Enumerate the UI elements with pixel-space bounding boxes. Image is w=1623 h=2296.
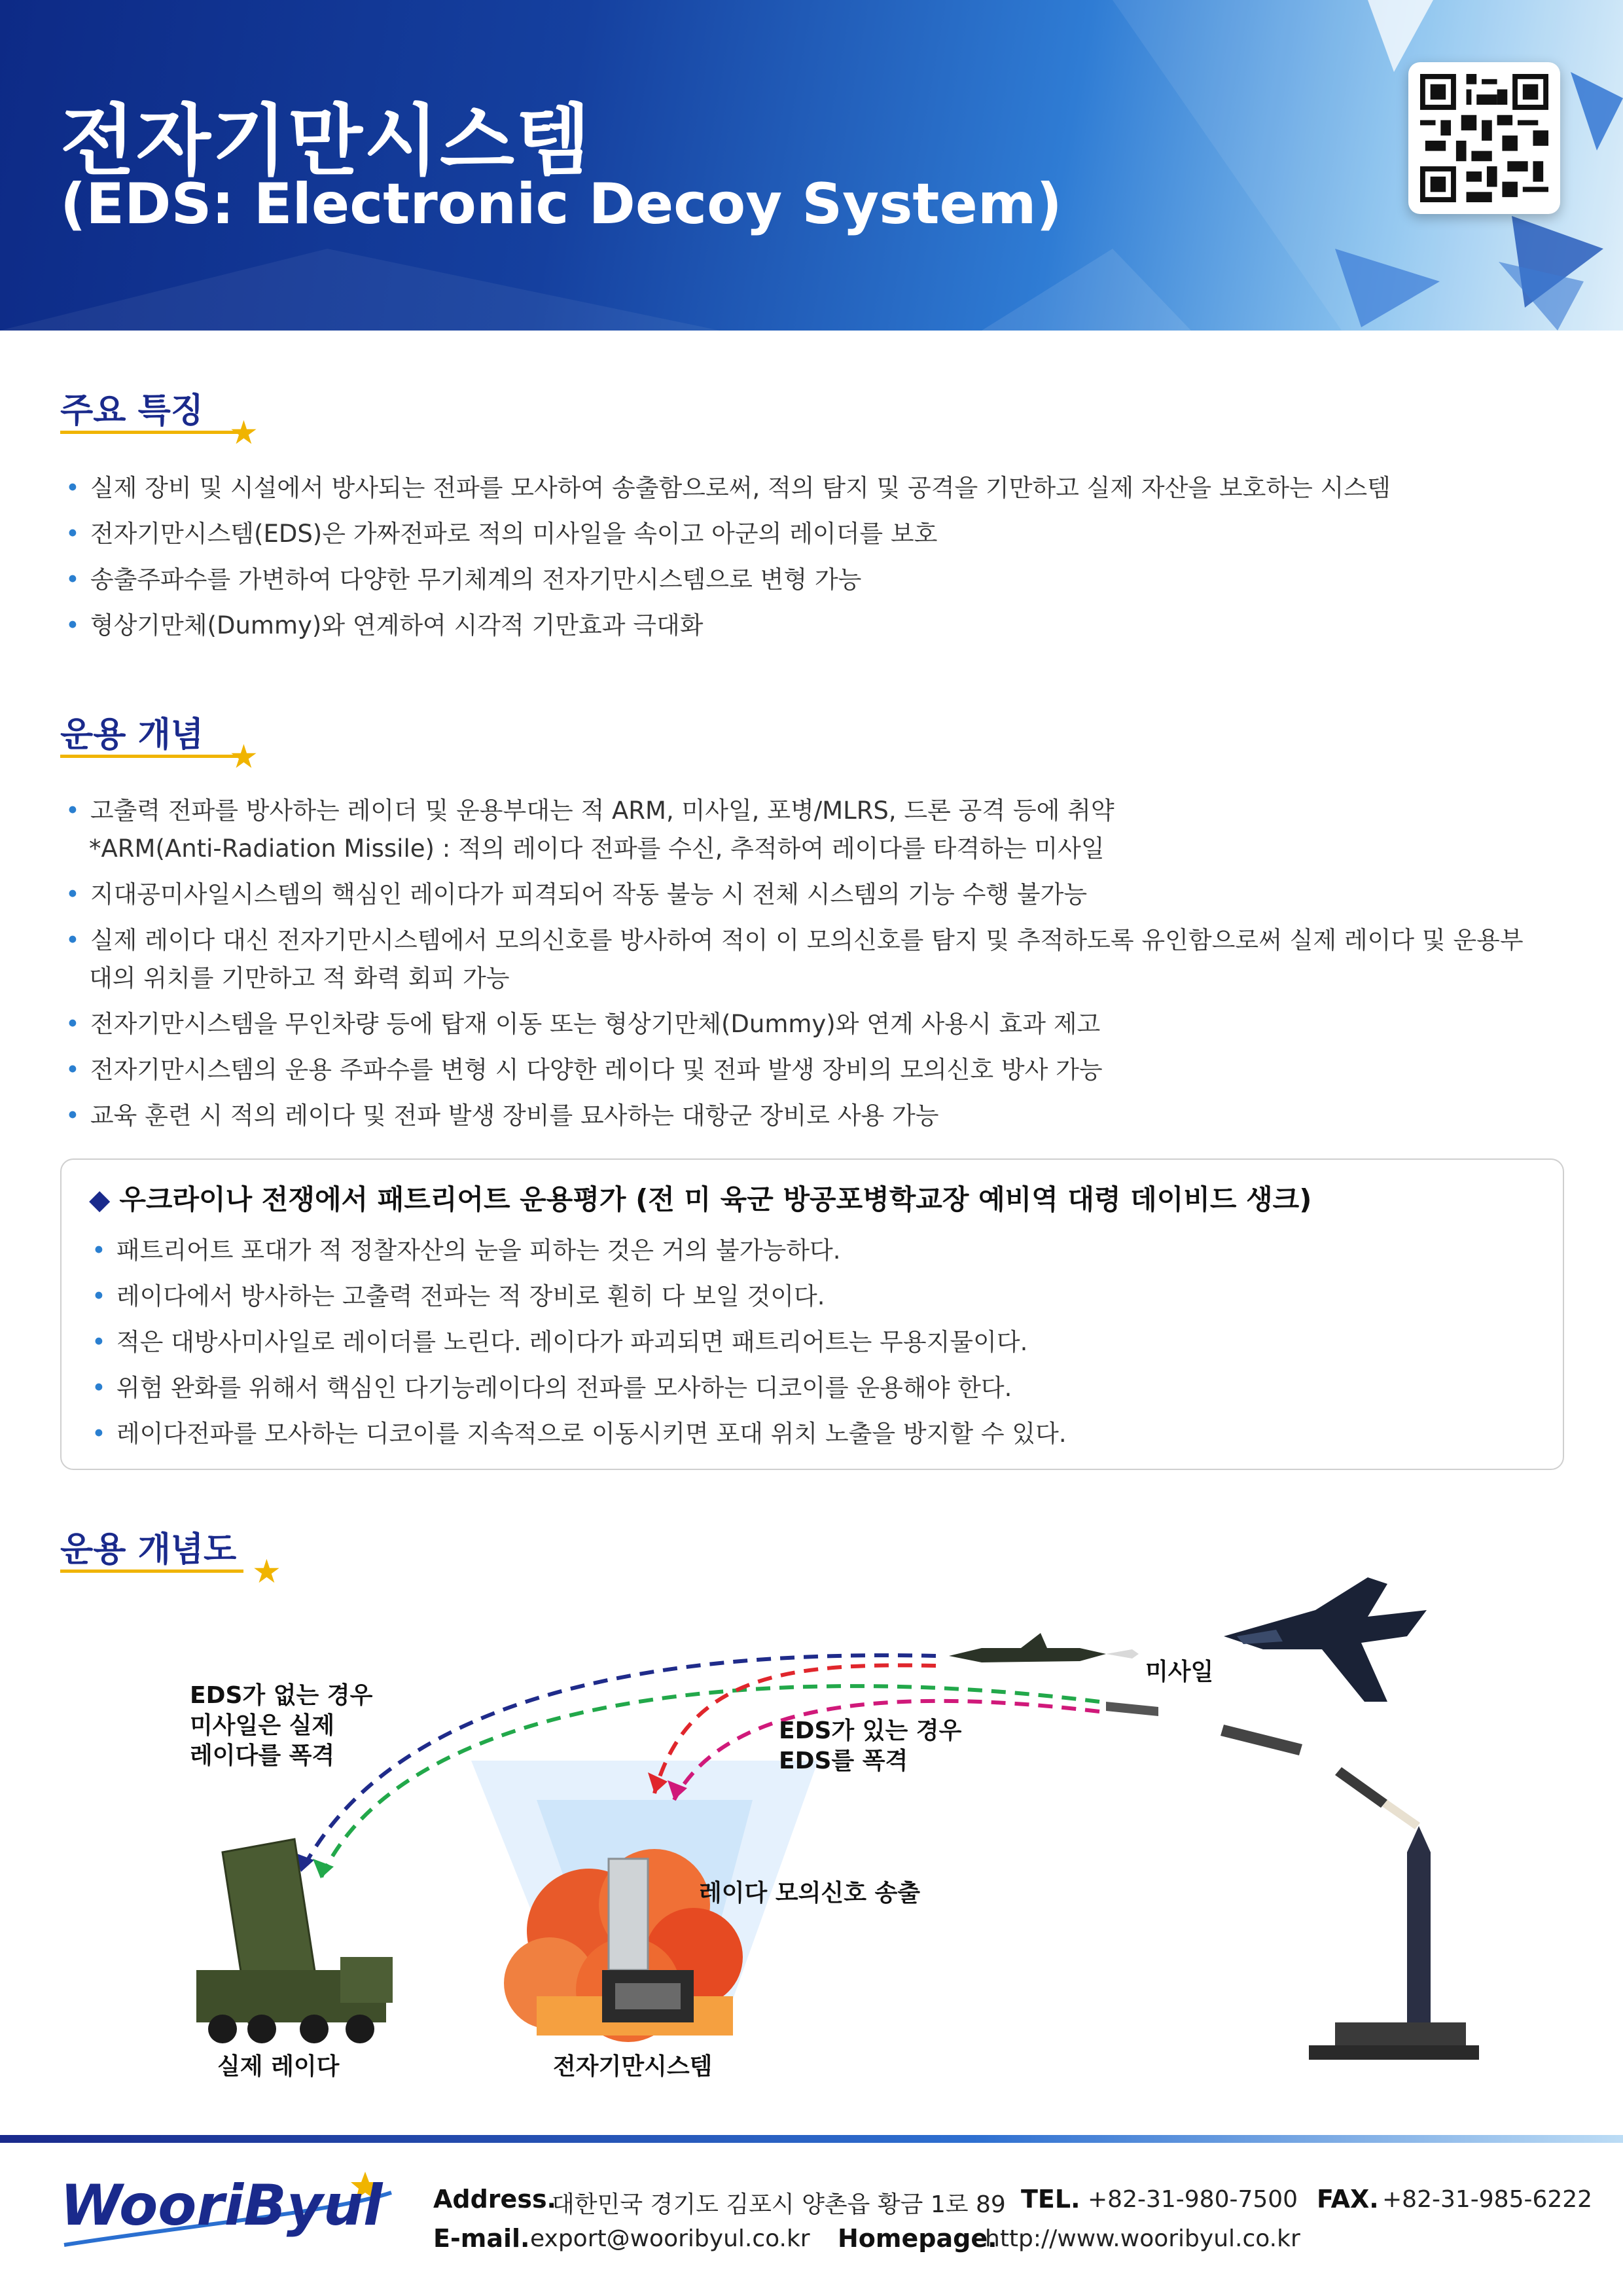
operation-diagram — [0, 1564, 1623, 2101]
tel-label: TEL. — [1021, 2185, 1080, 2214]
section-underline — [60, 431, 243, 434]
tel-value: +82-31-980-7500 — [1088, 2186, 1298, 2213]
list-item: • 실제 레이다 대신 전자기만시스템에서 모의신호를 방사하여 적이 이 모의신호를 탐지 및 추적하도록 유인함으로써 실제 레이다 및 운용부 — [65, 926, 1524, 954]
list-item: • 고출력 전파를 방사하는 레이더 및 운용부대는 적 ARM, 미사일, 포병/MLRS, 드론 공격 등에 취약 — [65, 797, 1115, 825]
quote-item: • 패트리어트 포대가 적 정찰자산의 눈을 피하는 것은 거의 불가능하다. — [92, 1236, 841, 1265]
label-with-eds: EDS가 있는 경우 EDS를 폭격 — [779, 1717, 962, 1774]
list-item: • 송출주파수를 가변하여 다양한 무기체계의 전자기만시스템으로 변형 가능 — [65, 565, 862, 594]
diagram-artwork — [0, 1564, 1623, 2101]
list-item: • 실제 장비 및 시설에서 방사되는 전파를 모사하여 송출함으로써, 적의 탐지 및 공격을 기만하고 실제 자산을 보호하는 시스템 — [65, 474, 1391, 502]
list-item-note: *ARM(Anti-Radiation Missile) : 적의 레이다 전파를 수신, 추적하여 레이다를 타격하는 미사일 — [89, 834, 1105, 863]
fax-value: +82-31-985-6222 — [1382, 2186, 1593, 2213]
qr-code-icon — [1408, 62, 1560, 214]
company-logo: WooriByul — [60, 2173, 383, 2238]
star-icon: ★ — [252, 1552, 281, 1590]
section-title-diagram: 운용 개념도 — [60, 1530, 237, 1570]
section-title-concept: 운용 개념 — [60, 715, 204, 755]
list-item: • 전자기만시스템을 무인차량 등에 탑재 이동 또는 형상기만체(Dummy)와 연계 사용시 효과 제고 — [65, 1010, 1101, 1038]
email-label: E-mail. — [433, 2224, 530, 2253]
ballistic-missile-launcher-icon — [1309, 1826, 1479, 2060]
address-value: 대한민국 경기도 김포시 양촌읍 황금 1로 89 — [552, 2191, 1006, 2218]
cruise-missile-icon — [949, 1633, 1139, 1662]
address-label: Address. — [433, 2185, 556, 2214]
homepage-label: Homepage. — [838, 2224, 997, 2253]
quote-item: • 적은 대방사미사일로 레이더를 노린다. 레이다가 파괴되면 패트리어트는 무용지물이다. — [92, 1328, 1028, 1356]
footer-divider — [0, 2135, 1623, 2143]
quote-item: • 레이다에서 방사하는 고출력 전파는 적 장비로 훤히 다 보일 것이다. — [92, 1282, 825, 1310]
section-title-features: 주요 특징 — [60, 391, 204, 431]
fighter-jet-icon — [1224, 1577, 1427, 1702]
label-signal: 레이다 모의신호 송출 — [699, 1880, 921, 1907]
star-icon: ★ — [229, 738, 259, 776]
list-item: • 교육 훈련 시 적의 레이다 및 전파 발생 장비를 묘사하는 대항군 장비로 사용 가능 — [65, 1102, 939, 1130]
list-item-continuation: 대의 위치를 기만하고 적 화력 회피 가능 — [89, 964, 510, 992]
real-radar-vehicle-icon — [196, 1839, 393, 2043]
homepage-link[interactable]: http://www.wooribyul.co.kr — [985, 2225, 1300, 2252]
list-item: • 전자기만시스템의 운용 주파수를 변형 시 다양한 레이다 및 전파 발생 장비의 모의신호 방사 가능 — [65, 1056, 1103, 1084]
quote-item: • 레이다전파를 모사하는 디코이를 지속적으로 이동시키면 포대 위치 노출을 방지할 수 있다. — [92, 1420, 1067, 1448]
label-eds: 전자기만시스템 — [553, 2053, 713, 2080]
list-item: • 전자기만시스템(EDS)은 가짜전파로 적의 미사일을 속이고 아군의 레이더를 보호 — [65, 520, 938, 548]
label-missile: 미사일 — [1145, 1659, 1214, 1685]
section-underline — [60, 755, 243, 758]
label-real-radar: 실제 레이다 — [217, 2053, 340, 2080]
missile-stage-icon — [1106, 1702, 1420, 1829]
page-title: 전자기만시스템 — [60, 96, 592, 186]
email-value[interactable]: export@wooribyul.co.kr — [530, 2225, 810, 2252]
fax-label: FAX. — [1317, 2185, 1379, 2214]
star-icon: ★ — [229, 414, 259, 452]
quote-box-title: ◆ 우크라이나 전쟁에서 패트리어트 운용평가 (전 미 육군 방공포병학교장 예비역 대령 데이비드 생크) — [89, 1183, 1312, 1215]
list-item: • 형상기만체(Dummy)와 연계하여 시각적 기만효과 극대화 — [65, 611, 704, 639]
list-item: • 지대공미사일시스템의 핵심인 레이다가 피격되어 작동 불능 시 전체 시스템의 기능 수행 불가능 — [65, 880, 1088, 908]
page-subtitle: (EDS: Electronic Decoy System) — [60, 171, 1062, 237]
diamond-icon: ◆ — [89, 1183, 111, 1215]
quote-item: • 위험 완화를 위해서 핵심인 다기능레이다의 전파를 모사하는 디코이를 운용해야 한다. — [92, 1374, 1012, 1402]
label-without-eds: EDS가 없는 경우 미사일은 실제 레이다를 폭격 — [190, 1682, 373, 1769]
header-banner — [0, 0, 1623, 331]
